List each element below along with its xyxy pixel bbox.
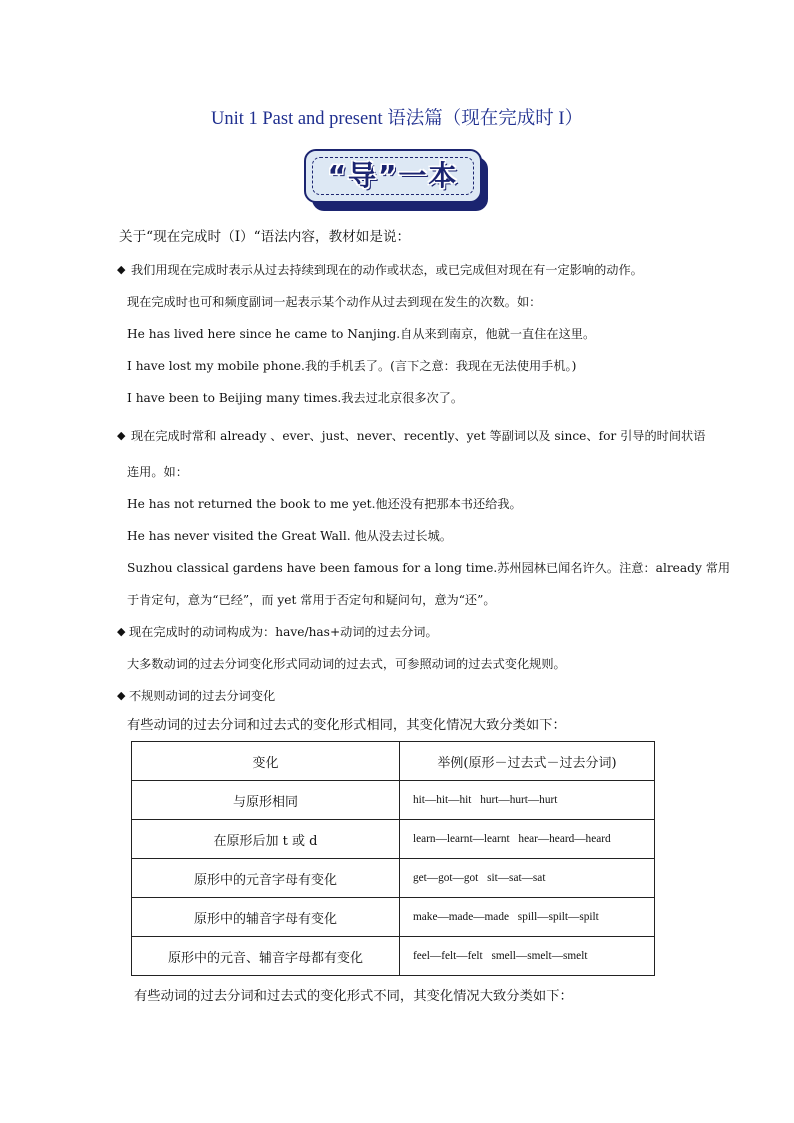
paragraph-line: 不规则动词的过去分词变化 (129, 689, 276, 703)
table-header: 举例(原形－过去式－过去分词) (400, 742, 655, 781)
paragraph-line: 连用。如： (127, 465, 188, 479)
table-row (132, 781, 655, 820)
bullet-diamond-icon: ◆ (117, 263, 126, 276)
section-badge (304, 149, 490, 213)
paragraph-line: 我们用现在完成时表示从过去持续到现在的动作或状态，或已完成但对现在有一定影响的动作。 (131, 263, 643, 277)
table-row (132, 820, 655, 859)
table-cell-example: learn—learnt—learnt hear—heard—heard (400, 820, 655, 859)
example-sentence: He has never visited the Great Wall. 他从没去过长城。 (127, 529, 452, 543)
badge-text: “导”一本 (327, 159, 459, 192)
example-sentence: He has not returned the book to me yet.他还没有把那本书还给我。 (127, 497, 522, 511)
table-cell-change: 原形中的辅音字母有变化 (132, 898, 400, 937)
example-sentence: I have lost my mobile phone.我的手机丢了。(言下之意：我现在无法使用手机。) (127, 359, 577, 373)
verb-forms-table (131, 741, 655, 976)
table-cell-change: 与原形相同 (132, 781, 400, 820)
example-sentence: Suzhou classical gardens have been famous for a long time.苏州园林已闻名许久。注意：already 常用 (127, 561, 731, 575)
paragraph-line: 现在完成时常和 already 、ever、just、never、recently、yet 等副词以及 since、for 引导的时间状语 (131, 429, 706, 443)
table-cell-change: 原形中的元音字母有变化 (132, 859, 400, 898)
table-cell-change: 在原形后加 t 或 d (132, 820, 400, 859)
table-row (132, 937, 655, 976)
paragraph-line: 大多数动词的过去分词变化形式同动词的过去式，可参照动词的过去式变化规则。 (127, 657, 566, 671)
example-sentence: He has lived here since he came to Nanjing.自从来到南京，他就一直住在这里。 (127, 327, 596, 341)
intro-text: 关于“现在完成时（I）“语法内容，教材如是说： (119, 229, 411, 245)
table-cell-example: make—made—made spill—spilt—spilt (400, 898, 655, 937)
bullet-diamond-icon: ◆ (117, 429, 126, 442)
page-title: Unit 1 Past and present 语法篇（现在完成时 I） (210, 109, 584, 129)
paragraph-line: 现在完成时的动词构成为：have/has+动词的过去分词。 (129, 625, 438, 639)
table-header-row (132, 742, 655, 781)
table-cell-example: feel—felt—felt smell—smelt—smelt (400, 937, 655, 976)
paragraph-line: 有些动词的过去分词和过去式的变化形式不同，其变化情况大致分类如下： (134, 989, 573, 1004)
paragraph-line: 于肯定句，意为“已经”，而 yet 常用于否定句和疑问句，意为“还”。 (127, 593, 496, 607)
table-header: 变化 (132, 742, 400, 781)
bullet-diamond-icon: ◆ (117, 625, 126, 638)
example-sentence: I have been to Beijing many times.我去过北京很多次了。 (127, 391, 464, 405)
paragraph-line: 有些动词的过去分词和过去式的变化形式相同，其变化情况大致分类如下： (127, 718, 566, 733)
paragraph-line: 现在完成时也可和频度副词一起表示某个动作从过去到现在发生的次数。如： (127, 295, 542, 309)
table-cell-example: get—got—got sit—sat—sat (400, 859, 655, 898)
table-row (132, 859, 655, 898)
table-row (132, 898, 655, 937)
table-cell-change: 原形中的元音、辅音字母都有变化 (132, 937, 400, 976)
bullet-diamond-icon: ◆ (117, 689, 126, 702)
table-cell-example: hit—hit—hit hurt—hurt—hurt (400, 781, 655, 820)
